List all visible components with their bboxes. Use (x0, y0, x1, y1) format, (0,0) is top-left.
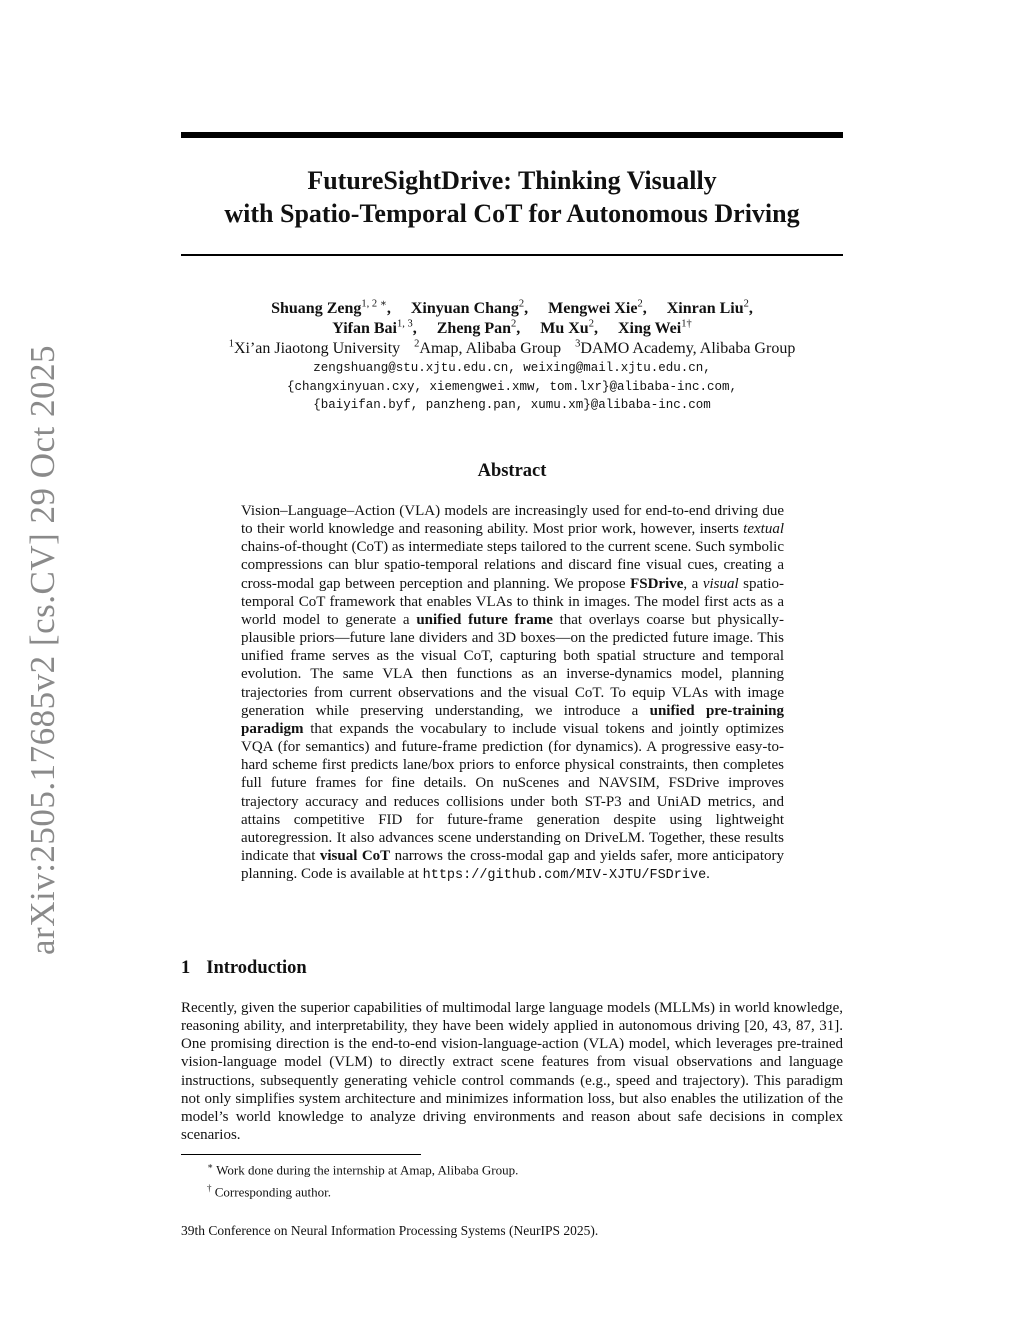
arxiv-stamp: arXiv:2505.17685v2 [cs.CV] 29 Oct 2025 (23, 344, 62, 955)
author: Mu Xu$^2$, (540, 318, 598, 337)
author: Mengwei Xie$^2$, (548, 298, 647, 317)
section-title: Introduction (206, 958, 307, 978)
email-line[interactable]: {baiyifan.byf, panzheng.pan, xumu.xm}@alibaba-inc.com (313, 398, 711, 412)
footnote: ∗ Work done during the internship at Amap, Alibaba Group. (207, 1161, 519, 1178)
author: Xinran Liu$^2$, (666, 298, 753, 317)
author: Xing Wei$^{1\dagger}$ (617, 318, 692, 337)
title-bottom-rule (181, 254, 843, 256)
author: Xinyuan Chang$^2$, (410, 298, 529, 317)
affiliation: $^3$DAMO Academy, Alibaba Group (575, 338, 796, 357)
abstract-body: Vision–Language–Action (VLA) models are increasingly used for end-to-end driving due to their world knowledge and reasoning ability. Most prior work, however, inserts textual chains-of-thought (CoT) as intermediate steps tailored to the current scene. Such symbolic compressions can blur spatio-temporal relations and discard fine visual cues, creating a cross-modal gap between perception and planning. We propose FSDrive, a visual spatio-temporal CoT framework that enables VLAs to think in images. The model first acts as a world model to generate a unified future frame that overlays coarse but physically-plausible priors—future lane dividers and 3D boxes—on the predicted future image. This unified frame serves as the visual CoT, capturing both spatial structure and temporal evolution. The same VLA then functions as an inverse-dynamics model, planning trajectories from current observations and the visual CoT. To equip VLAs with image generation while preserving understanding, we introduce a unified pre-training paradigm that expands the vocabulary to include visual tokens and jointly optimizes VQA (for semantics) and future-frame prediction (for dynamics). A progressive easy-to-hard scheme first predicts lane/box priors to enforce physical constraints, then completes full future frames for fine details. On nuScenes and NAVSIM, FSDrive improves trajectory accuracy and reduces collisions under both ST-P3 and UniAD metrics, and attains competitive FID for future-frame generation despite using lightweight autoregression. It also advances scene understanding on DriveLM. Together, these results indicate that visual CoT narrows the cross-modal gap and yields safer, more anticipatory planning. Code is available at https://github.com/MIV-XJTU/FSDrive. (241, 503, 785, 884)
title-line-2: with Spatio-Temporal CoT for Autonomous Driving (224, 199, 800, 228)
conference-note: 39th Conference on Neural Information Processing Systems (NeurIPS 2025). (181, 1223, 599, 1238)
author-block (181, 299, 843, 415)
affiliation: $^1$Xi’an Jiaotong University (228, 338, 401, 357)
footnotes (207, 1157, 518, 1202)
title-top-rule (181, 132, 843, 138)
affiliation: $^2$Amap, Alibaba Group (414, 338, 562, 357)
affiliations (181, 339, 843, 359)
key-term: unified future frame (416, 611, 553, 628)
abstract-heading: Abstract (477, 461, 547, 481)
section-number: 1 (181, 958, 191, 978)
author: Zheng Pan$^2$, (436, 318, 521, 337)
section-heading-introduction (181, 958, 307, 979)
key-term: unified pre-training paradigm (241, 702, 785, 737)
introduction-paragraph: Recently, given the superior capabilities of multimodal large language models (MLLMs) in world knowledge, reasoning ability, and interpretability, they have been widely applied in autonomous driving [20, 43, 87, 31]. One promising direction is the end-to-end vision-language-action (VLA) model, which leverages pre-trained vision-language model (VLM) to directly extract scene features from visual observations and language instructions, subsequently generating vehicle control commands (e.g., speed and trajectory). This paradigm not only simplifies system architecture and minimizes information loss, but also enables the utilization of the model’s world knowledge to analyze driving environments and reason about safe decisions in complex scenarios. (181, 1000, 843, 1144)
author: Yifan Bai$^{1, 3}$, (332, 318, 417, 337)
author-line-1 (181, 299, 843, 319)
email-line[interactable]: zengshuang@stu.xjtu.edu.cn, weixing@mail.xjtu.edu.cn, (313, 361, 711, 375)
email-line[interactable]: {changxinyuan.cxy, xiemengwei.xmw, tom.lxr}@alibaba-inc.com, (286, 379, 738, 394)
emphasis: visual (702, 575, 739, 592)
paper-title (181, 164, 843, 230)
title-line-1: FutureSightDrive: Thinking Visually (307, 166, 717, 195)
code-link[interactable]: https://github.com/MIV-XJTU/FSDrive (422, 868, 707, 884)
emphasis: textual (743, 521, 784, 538)
footnote-rule (181, 1154, 421, 1155)
key-term: visual CoT (319, 847, 391, 864)
footnote: † Corresponding author. (207, 1183, 332, 1200)
author-line-2 (181, 319, 843, 339)
method-name: FSDrive (630, 575, 684, 592)
author: Shuang Zeng$^{1, 2 ∗}$, (271, 298, 391, 317)
